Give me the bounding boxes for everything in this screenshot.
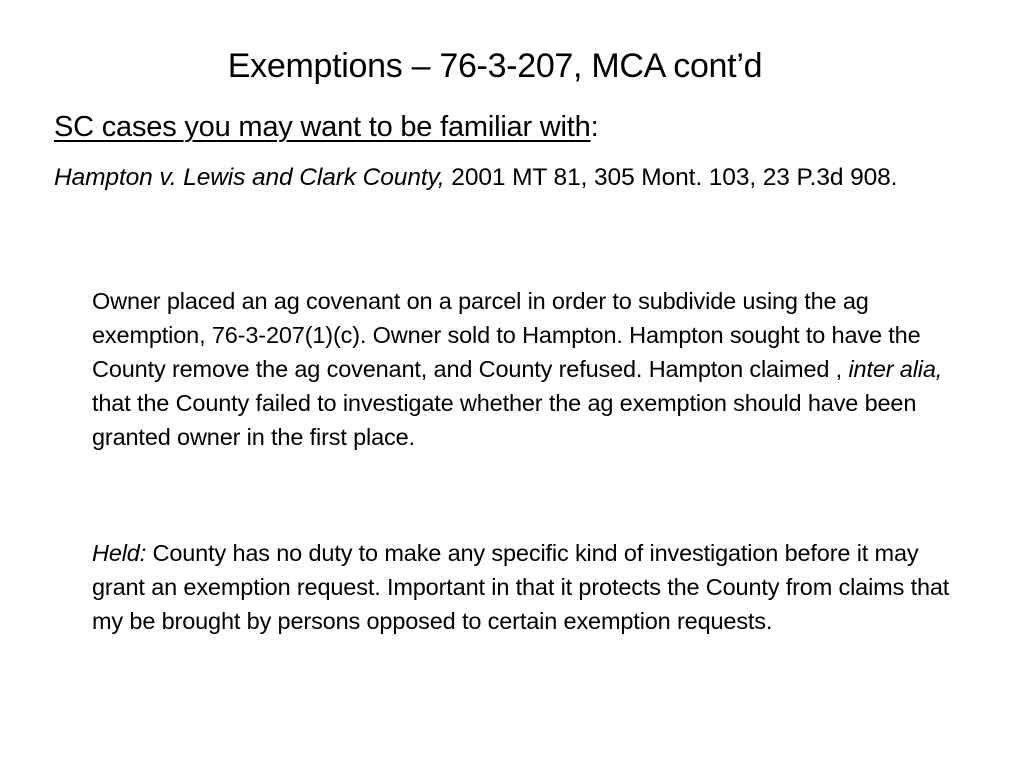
case-name: Hampton v. Lewis and Clark County,	[54, 164, 445, 191]
case-holding-paragraph	[92, 536, 962, 638]
section-heading-underlined: SC cases you may want to be familiar with	[54, 111, 591, 143]
holding-label: Held:	[92, 540, 147, 566]
case-facts-part2: that the County failed to investigate whether the ag exemption should have been granted owner in the first place.	[92, 390, 917, 450]
case-facts-part1: Owner placed an ag covenant on a parcel in order to subdivide using the ag exemption, 76-3-207(1)(c). Owner sold to Hampton. Hampton sought to have the County remove the ag covenant, and County refused. Hampton claimed ,	[92, 288, 921, 382]
section-heading-colon: :	[590, 111, 599, 143]
case-facts-latin-phrase: inter alia,	[848, 356, 943, 382]
section-heading	[54, 107, 974, 147]
case-reference: 2001 MT 81, 305 Mont. 103, 23 P.3d 908.	[444, 164, 898, 191]
case-citation	[54, 160, 1012, 195]
case-facts-paragraph	[92, 284, 962, 454]
holding-text: County has no duty to make any specific kind of investigation before it may grant an exemption request. Important in that it protects the County from claims that my be brought by persons opposed to certain exemption requests.	[92, 540, 950, 634]
slide-title: Exemptions – 76-3-207, MCA cont’d	[227, 47, 763, 85]
